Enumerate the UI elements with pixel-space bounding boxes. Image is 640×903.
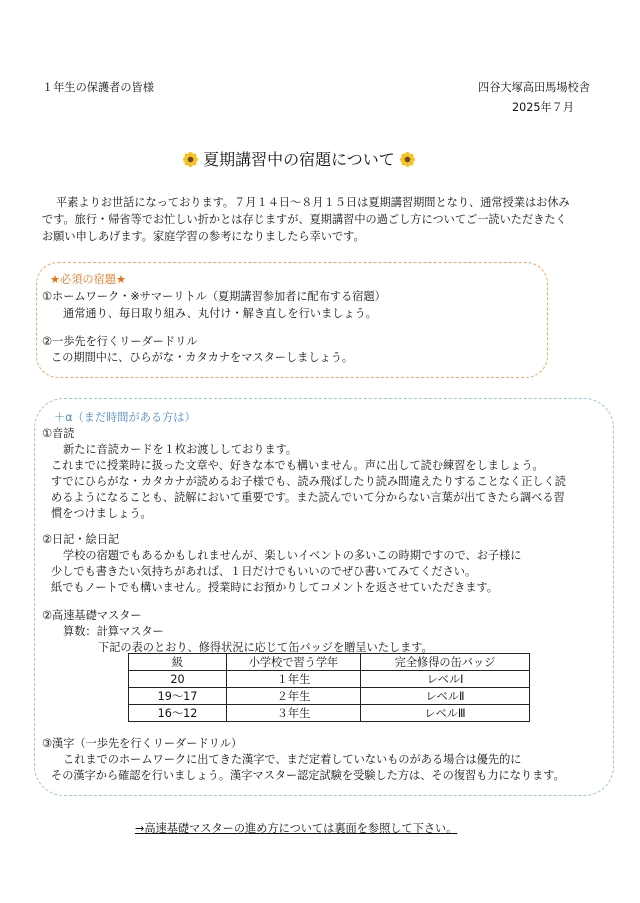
diary-line: 紙でもノートでも構いません。授業時にお預かりしてコメントを返させていただきます。 [51,581,498,594]
diary-title: ②日記・絵日記 [42,533,120,546]
master-note: 下記の表のとおり、修得状況に応じて缶バッジを贈呈いたします。 [98,641,433,654]
page-title: 夏期講習中の宿題について [203,150,395,169]
kanji-title: ③漢字（一歩先を行くリーダードリル） [42,737,243,750]
required-heading: ★必須の宿題★ [50,273,126,286]
sunflower-icon [183,152,198,167]
recipient: １年生の保護者の皆様 [42,81,154,94]
table-header-row [129,654,530,671]
intro-line: お願い申しあげます。家庭学習の参考になりましたら幸いです。 [42,230,365,243]
reading-line: めるようになることも、読解において重要です。また読んでいて分からない言葉が出てきたら調べる習 [51,491,565,504]
table-cell: レベルⅢ [361,705,530,722]
table-row [129,705,530,722]
table-cell: 16～12 [129,705,227,722]
required-item-text: この期間中に、ひらがな・カタカナをマスターしましょう。 [51,351,354,364]
table-cell: ２年生 [227,688,361,705]
reading-line: 新たに音読カードを１枚お渡ししております。 [63,443,298,456]
table-cell: ３年生 [227,705,361,722]
intro-line: です。旅行・帰省等でお忙しい折かとは存じますが、夏期講習中の過ごし方についてご一読いただきたく [42,213,567,226]
table-header: 級 [129,654,227,671]
page-title-row [183,147,415,170]
required-item-title: ②一歩先を行くリーダードリル [42,335,198,348]
reading-title: ①音読 [42,427,75,440]
reading-line: すでにひらがな・カタカナが読めるお子様でも、読み飛ばしたり読み間違えたりすることなく正しく読 [51,475,566,488]
table-cell: 20 [129,671,227,688]
reading-line: 慣をつけましょう。 [51,507,152,520]
kanji-line: その漢字から確認を行いましょう。漢字マスター認定試験を受験した方は、その復習も力になります。 [51,769,565,782]
required-item-title: ①ホームワーク・※サマーリトル（夏期講習参加者に配布する宿題） [42,290,386,303]
table-cell: レベルⅡ [361,688,530,705]
intro-line: 平素よりお世話になっております。７月１４日～８月１５日は夏期講習期間となり、通常授業はお休み [56,196,570,209]
table-cell: １年生 [227,671,361,688]
required-item-text: 通常通り、毎日取り組み、丸付け・解き直しを行いましょう。 [63,307,377,320]
school-name: 四谷大塚高田馬場校舎 [478,81,590,94]
optional-heading: ＋α（まだ時間がある方は） [54,411,196,424]
footer-note: →高速基礎マスターの進め方については裏面を参照して下さい。 [135,822,458,835]
table-cell: 19～17 [129,688,227,705]
sunflower-icon [400,152,415,167]
table-header: 完全修得の缶バッジ [361,654,530,671]
diary-line: 少しでも書きたい気持ちがあれば、１日だけでもいいのでぜひ書いてみてください。 [51,565,477,578]
reading-line: これまでに授業時に扱った文章や、好きな本でも構いません。声に出して読む練習をしましょう。 [51,459,544,472]
table-row [129,688,530,705]
master-title: ②高速基礎マスター [42,609,142,622]
table-header: 小学校で習う学年 [227,654,361,671]
kanji-line: これまでのホームワークに出てきた漢字で、まだ定着していないものがある場合は優先的に [63,753,522,766]
diary-line: 学校の宿題でもあるかもしれませんが、楽しいイベントの多いこの時期ですので、お子様に [63,549,522,562]
master-subtitle: 算数：計算マスター [63,625,164,638]
issue-date: 2025年７月 [512,101,575,114]
badge-level-table [128,653,530,722]
table-cell: レベルⅠ [361,671,530,688]
table-row [129,671,530,688]
